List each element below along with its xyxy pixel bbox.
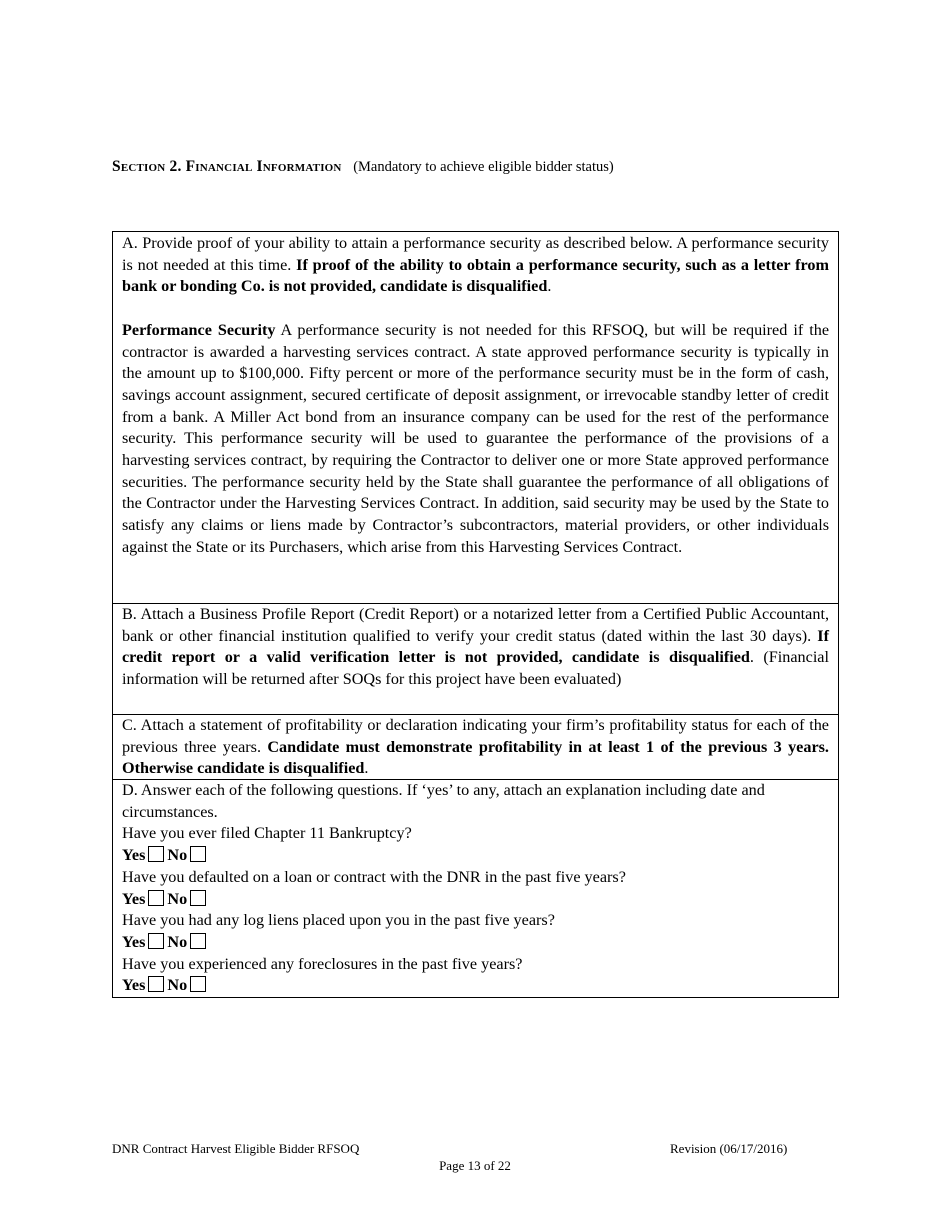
financial-info-table — [112, 231, 839, 998]
answer-row-1 — [122, 845, 829, 867]
no-label: No — [167, 889, 188, 908]
no-label: No — [167, 846, 188, 865]
footer-document-title: DNR Contract Harvest Eligible Bidder RFSOQ — [112, 1141, 360, 1156]
yes-label: Yes — [122, 846, 146, 865]
question-3: Have you had any log liens placed upon you in the past five years? — [122, 911, 555, 930]
answer-row-2 — [122, 889, 829, 911]
answer-row-3 — [122, 932, 829, 954]
part-b-paragraph — [122, 604, 829, 691]
yes-label: Yes — [122, 889, 146, 908]
question-2: Have you defaulted on a loan or contract with the DNR in the past five years? — [122, 867, 626, 886]
no-label: No — [167, 932, 188, 951]
question-1: Have you ever filed Chapter 11 Bankruptcy? — [122, 824, 412, 843]
no-checkbox-2[interactable] — [190, 890, 206, 906]
yes-checkbox-2[interactable] — [148, 890, 164, 906]
performance-security-heading: Performance Security — [122, 320, 276, 339]
part-a-cell — [113, 232, 838, 604]
part-a-disqualify-notice: If proof of the ability to obtain a performance security, such as a letter from bank or bonding Co. is not provided, candidate is disqualified — [122, 255, 829, 296]
spacer — [122, 298, 829, 320]
yes-checkbox-3[interactable] — [148, 933, 164, 949]
part-c-paragraph — [122, 715, 829, 780]
footer-page-number: Page 13 of 22 — [439, 1158, 511, 1173]
yes-label: Yes — [122, 932, 146, 951]
question-4: Have you experienced any foreclosures in the past five years? — [122, 954, 523, 973]
no-checkbox-4[interactable] — [190, 976, 206, 992]
yes-label: Yes — [122, 976, 146, 995]
no-checkbox-1[interactable] — [190, 846, 206, 862]
part-b-text: B. Attach a Business Profile Report (Credit Report) or a notarized letter from a Certified Public Accountant, bank or other financial institution qualified to verify your credit status (dated within the last 30 days). — [122, 605, 829, 645]
section-title: Section 2. Financial Information — [112, 158, 342, 175]
no-checkbox-3[interactable] — [190, 933, 206, 949]
yes-checkbox-1[interactable] — [148, 846, 164, 862]
yes-checkbox-4[interactable] — [148, 976, 164, 992]
footer-revision: Revision (06/17/2016) — [670, 1141, 788, 1156]
performance-security-paragraph — [122, 320, 829, 559]
section-note: (Mandatory to achieve eligible bidder status) — [353, 159, 614, 175]
part-c-text: C. Attach a statement of profitability or declaration indicating your firm’s profitability status for each of the previous three years. — [122, 716, 829, 756]
part-c-end: . — [364, 759, 369, 778]
part-a-intro-text: A. Provide proof of your ability to attain a performance security as described below. A performance security is not needed at this time. — [122, 234, 829, 274]
no-label: No — [167, 976, 188, 995]
part-d-intro: D. Answer each of the following questions. If ‘yes’ to any, attach an explanation including date and circumstances. — [122, 781, 765, 821]
part-c-disqualify-notice: Candidate must demonstrate profitability in at least 1 of the previous 3 years. Otherwise candidate is disqualified — [122, 737, 829, 778]
part-c-cell — [113, 714, 838, 780]
part-a-intro-end: . — [547, 277, 552, 296]
part-d-cell — [113, 779, 838, 998]
section-heading — [112, 158, 614, 176]
part-b-end: . (Financial information will be returned after SOQs for this project have been evaluated) — [122, 648, 829, 689]
part-b-cell — [113, 603, 838, 714]
part-b-disqualify-notice: If credit report or a valid verification letter is not provided, candidate is disqualified — [122, 626, 829, 667]
answer-row-4 — [122, 975, 829, 997]
performance-security-text: A performance security is not needed for this RFSOQ, but will be required if the contractor is awarded a harvesting services contract. A state approved performance security is typically in the amount up to $100,000. Fifty percent or more of the performance security must be in the form of cash, savings account assignment, secured certificate of deposit assignment, or irrevocable standby letter of credit from a bank. A Miller Act bond from an insurance company can be used for the rest of the performance security. This performance security will be used to guarantee the performance of the provisions of a harvesting services contract, by requiring the Contractor to deliver one or more State approved performance securities. The performance security held by the State shall guarantee the performance of all obligations of the Contractor under the Harvesting Services Contract. In addition, said security may be used by the State to satisfy any claims or liens made by Contractor’s subcontractors, material providers, or other individuals against the State or its Purchasers, which arise from this Harvesting Services Contract. — [122, 320, 830, 556]
part-a-intro — [122, 233, 829, 298]
